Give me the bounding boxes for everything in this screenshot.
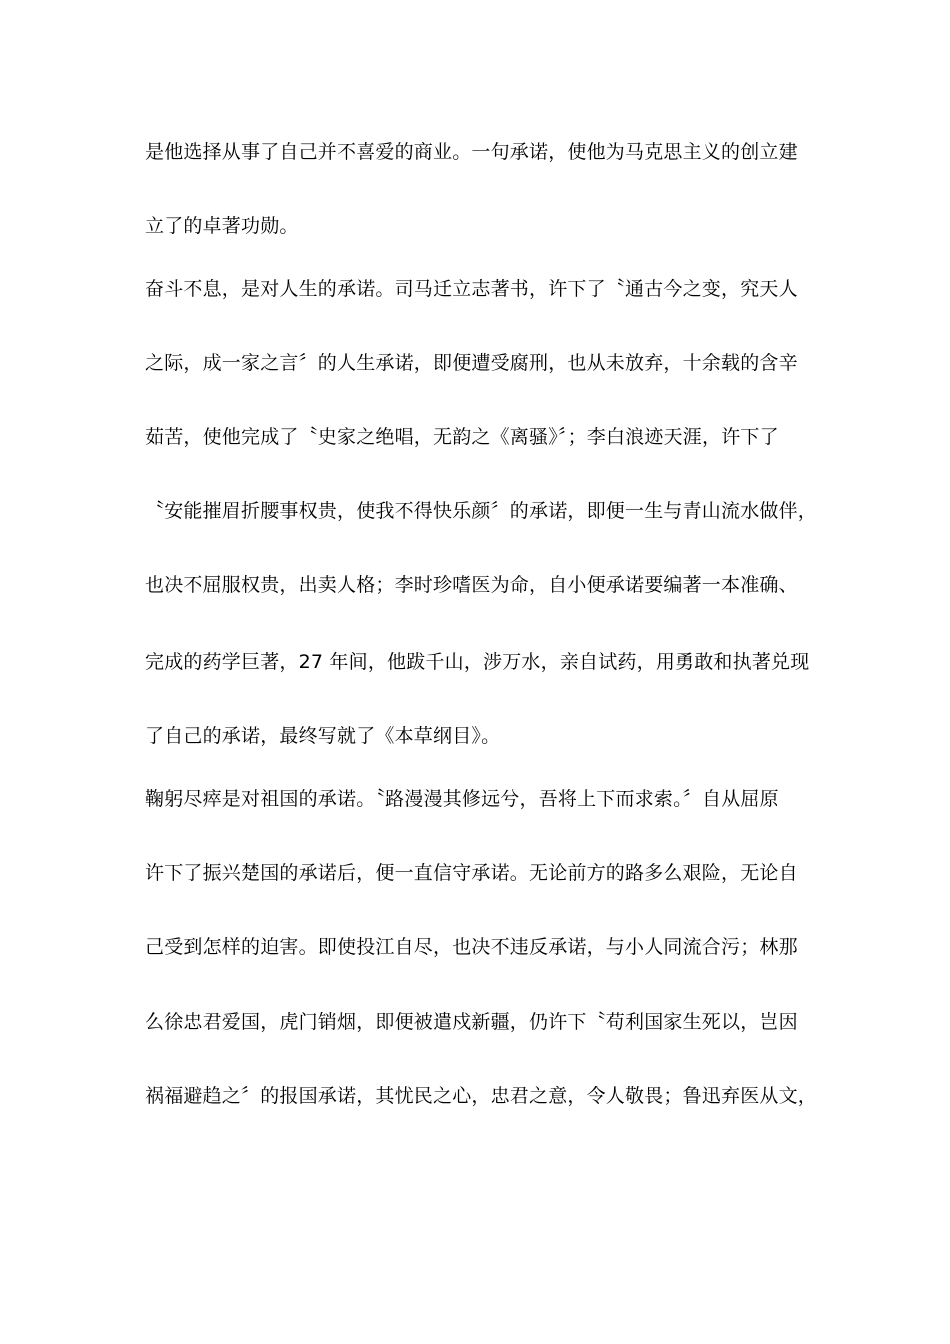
text-line: 立了的卓著功勋。 [145, 215, 299, 237]
text-line: 了自己的承诺，最终写就了《本草纲目》。 [145, 725, 501, 747]
text-line: 也决不屈服权贵，出卖人格；李时珍嗜医为命，自小便承诺要编著一本准确、 [145, 574, 798, 596]
text-line: 么徐忠君爱国，虎门销烟，即便被遣戍新疆，仍许下〝苟利国家生死以，岂因 [145, 1011, 798, 1033]
text-line: 祸福避趋之〞的报国承诺，其忧民之心，忠君之意，令人敬畏；鲁迅弃医从文， [145, 1085, 818, 1107]
text-line: 己受到怎样的迫害。即使投江自尽，也决不违反承诺，与小人同流合污；林那 [145, 936, 798, 958]
text-line: 奋斗不息，是对人生的承诺。司马迁立志著书，许下了〝通古今之变，究天人 [145, 278, 798, 300]
text-line: 茹苦，使他完成了〝史家之绝唱，无韵之《离骚》〞；李白浪迹天涯，许下了 [145, 426, 779, 448]
text-line: 是他选择从事了自己并不喜爱的商业。一句承诺，使他为马克思主义的创立建 [145, 141, 798, 163]
text-line: 完成的药学巨著，27 年间，他跋千山，涉万水，亲自试药，用勇敢和执著兑现 [145, 651, 810, 673]
text-line: 许下了振兴楚国的承诺后，便一直信守承诺。无论前方的路多么艰险，无论自 [145, 862, 798, 884]
text-line: 〝安能摧眉折腰事权贵，使我不得快乐颜〞的承诺，即便一生与青山流水做伴， [145, 500, 818, 522]
text-line: 鞠躬尽瘁是对祖国的承诺。〝路漫漫其修远兮，吾将上下而求索。〞自从屈原 [145, 788, 779, 810]
text-line: 之际，成一家之言〞的人生承诺，即便遭受腐刑，也从未放弃，十余载的含辛 [145, 352, 798, 374]
